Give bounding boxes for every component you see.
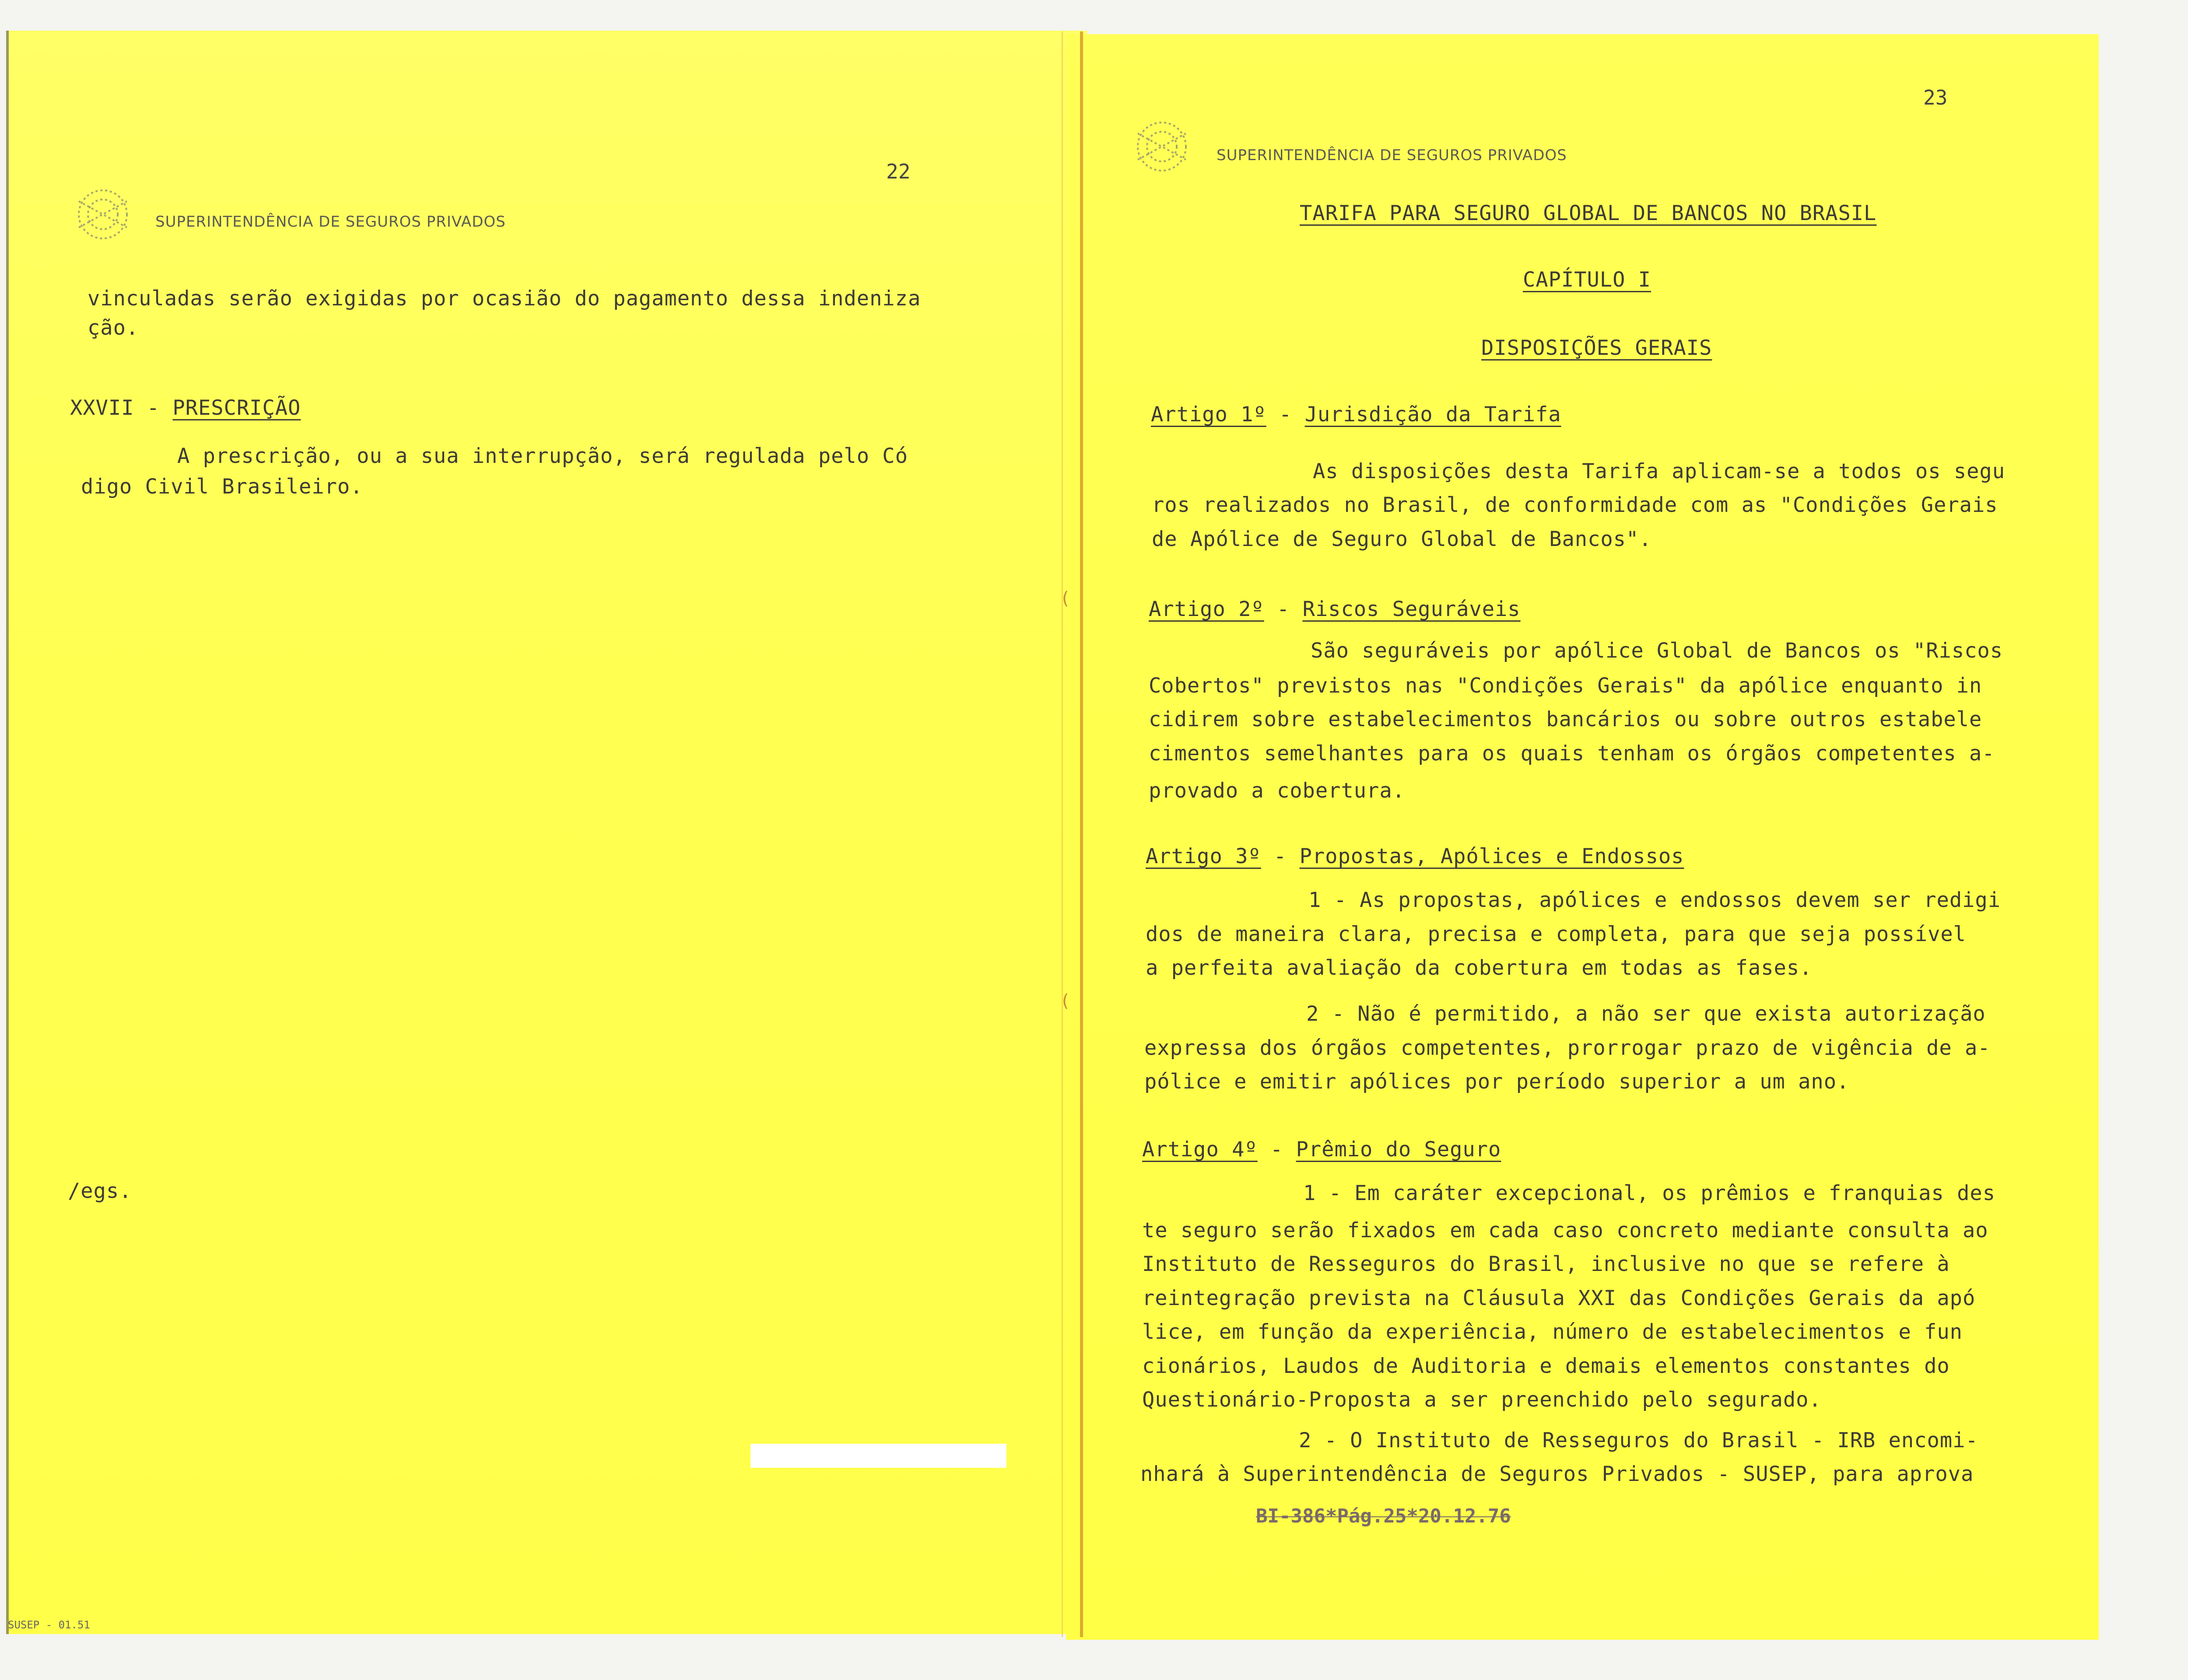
chapter-heading: CAPÍTULO I [1523, 268, 1651, 292]
left-text-line: vinculadas serão exigidas por ocasião do pagamento dessa indeniza [88, 287, 921, 311]
left-header: SUPERINTENDÊNCIA DE SEGUROS PRIVADOS [155, 213, 506, 231]
article-text-line: provado a cobertura. [1149, 779, 1405, 803]
right-page-number: 23 [1923, 86, 1948, 109]
article-heading: Artigo 3º - Propostas, Apólices e Endossos [1146, 844, 1684, 868]
article-text-line: reintegração prevista na Cláusula XXI das Condições Gerais da apó [1142, 1286, 1976, 1310]
coat-of-arms-icon [1125, 107, 1199, 186]
article-label: Artigo 1º [1151, 402, 1266, 427]
article-text-line: pólice e emitir apólices por período superior a um ano. [1144, 1070, 1850, 1094]
document-title: TARIFA PARA SEGURO GLOBAL DE BANCOS NO BRASIL [1300, 201, 1877, 225]
article-text-line: 2 - Não é permitido, a não ser que exista autorização [1306, 1002, 1986, 1026]
article-label: Artigo 2º [1149, 597, 1264, 621]
left-para-line: digo Civil Brasileiro. [81, 475, 363, 499]
article-label: Artigo 3º [1146, 844, 1261, 868]
article-text-line: expressa dos órgãos competentes, prorrogar prazo de vigência de a- [1144, 1036, 1991, 1060]
article-label: Artigo 4º [1142, 1138, 1258, 1162]
typist-initials: /egs. [68, 1179, 132, 1203]
section-title: PRESCRIÇÃO [172, 396, 301, 420]
article-title: Riscos Seguráveis [1302, 597, 1521, 621]
article-text-line: cidirem sobre estabelecimentos bancários ou sobre outros estabele [1149, 707, 1982, 732]
article-text-line: São seguráveis por apólice Global de Bancos os "Riscos [1311, 639, 2003, 663]
chapter-subtitle: DISPOSIÇÕES GERAIS [1481, 336, 1712, 360]
left-para-line: A prescrição, ou a sua interrupção, será regulada pelo Có [177, 444, 908, 468]
article-text-line: 2 - O Instituto de Resseguros do Brasil - IRB encomi- [1299, 1428, 1978, 1452]
article-text-line: cimentos semelhantes para os quais tenham os órgãos competentes a- [1149, 742, 1995, 766]
left-text-line: ção. [88, 316, 139, 340]
right-header: SUPERINTENDÊNCIA DE SEGUROS PRIVADOS [1217, 147, 1567, 164]
article-heading: Artigo 2º - Riscos Seguráveis [1149, 597, 1521, 621]
article-title: Prêmio do Seguro [1296, 1138, 1501, 1162]
section-heading [70, 396, 301, 420]
page-edge [6, 31, 9, 1634]
article-text-line: Instituto de Resseguros do Brasil, inclusive no que se refere à [1142, 1252, 1950, 1276]
article-text-line: Cobertos" previstos nas "Condições Gerais" da apólice enquanto in [1149, 674, 1982, 698]
article-text-line: ros realizados no Brasil, de conformidade com as "Condições Gerais [1152, 493, 1998, 517]
footer-stamp: SUSEP - 01.51 [8, 1619, 90, 1631]
binding-fold [1080, 32, 1083, 1637]
article-text-line: te seguro serão fixados em cada caso concreto mediante consulta ao [1142, 1218, 1988, 1242]
article-title: Jurisdição da Tarifa [1304, 402, 1561, 427]
article-heading: Artigo 1º - Jurisdição da Tarifa [1151, 402, 1561, 427]
left-page [6, 31, 1087, 1634]
article-text-line: de Apólice de Seguro Global de Bancos". [1152, 527, 1652, 551]
article-title: Propostas, Apólices e Endossos [1299, 844, 1684, 868]
staple-mark-icon: ( [1060, 991, 1071, 1011]
left-page-number: 22 [886, 160, 911, 183]
article-heading: Artigo 4º - Prêmio do Seguro [1142, 1138, 1501, 1162]
bulletin-page-code: BI-386*Pág.25*20.12.76 [1256, 1505, 1511, 1527]
article-text-line: a perfeita avaliação da cobertura em todas as fases. [1146, 956, 1813, 980]
staple-mark-icon: ( [1060, 588, 1071, 609]
article-text-line: 1 - As propostas, apólices e endossos devem ser redigi [1308, 888, 2001, 912]
redaction-strip [750, 1444, 1006, 1468]
article-text-line: As disposições desta Tarifa aplicam-se a todos os segu [1313, 459, 2006, 483]
binding-gutter [1062, 32, 1063, 1637]
article-text-line: cionários, Laudos de Auditoria e demais elementos constantes do [1142, 1354, 1950, 1378]
article-text-line: nhará à Superintendência de Seguros Privados - SUSEP, para aprova [1140, 1462, 1974, 1486]
article-text-line: 1 - Em caráter excepcional, os prêmios e franquias des [1303, 1181, 1996, 1205]
article-text-line: Questionário-Proposta a ser preenchido pelo segurado. [1142, 1388, 1822, 1412]
section-prefix: XXVII - [70, 396, 173, 420]
article-text-line: lice, em função da experiência, número de estabelecimentos e fun [1142, 1320, 1963, 1344]
article-text-line: dos de maneira clara, precisa e completa, para que seja possível [1146, 922, 1966, 946]
coat-of-arms-icon [66, 175, 140, 254]
